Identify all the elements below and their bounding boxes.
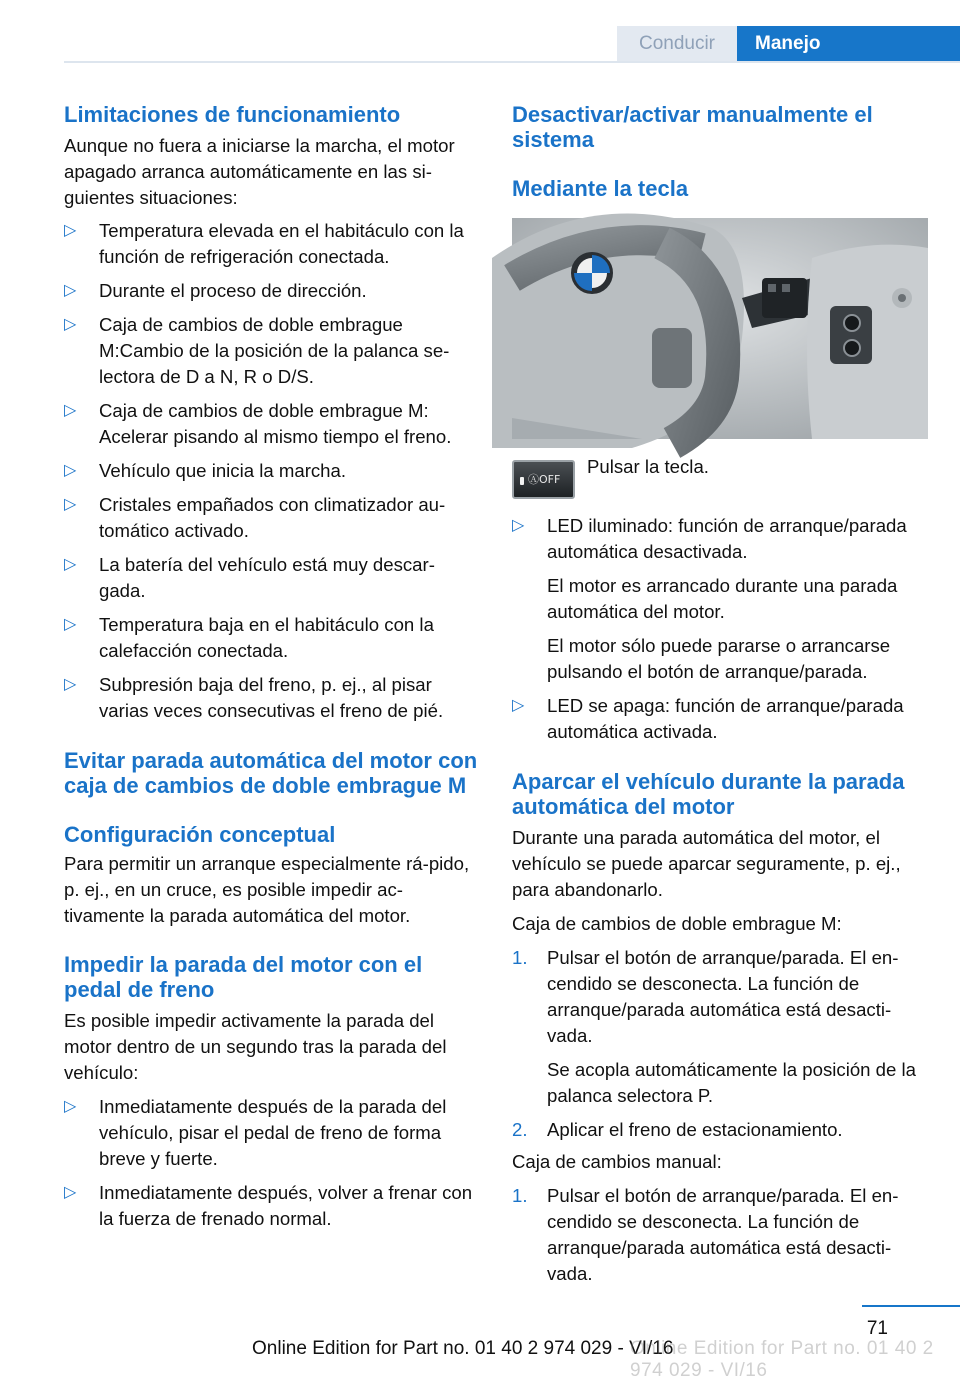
limitaciones-intro: Aunque no fuera a iniciarse la marcha, el motor apagado arranca automáticamente en las si‐guientes situaciones: xyxy=(64,135,455,208)
list-item: ▷ Temperatura baja en el habitáculo con la calefacción conectada. xyxy=(64,614,434,661)
heading-limitaciones: Limitaciones de funcionamiento xyxy=(64,102,401,127)
auto-a-icon: Ⓐ xyxy=(528,473,539,486)
impedir-list xyxy=(64,1094,479,1232)
aparcar-text: Durante una parada automática del motor, el vehículo se puede aparcar seguramente, p. ej., para abandonarlo. xyxy=(512,827,901,900)
steering-wheel-photo xyxy=(512,218,928,439)
limitaciones-list xyxy=(64,218,479,724)
list-item: ▷ Cristales empañados con climatizador au‐tomático activado. xyxy=(64,494,446,541)
triangle-bullet-icon: ▷ xyxy=(64,402,77,419)
heading-desactivar: Desactivar/activar manualmente el sistema xyxy=(512,102,873,152)
triangle-bullet-icon: ▷ xyxy=(512,697,525,714)
triangle-bullet-icon: ▷ xyxy=(64,1098,77,1115)
page-number: 71 xyxy=(866,1318,888,1339)
heading-mediante-tecla: Mediante la tecla xyxy=(512,176,689,201)
list-item: ▷ Durante el proceso de dirección. xyxy=(64,278,479,304)
dct-steps-list xyxy=(512,945,932,1143)
heading-configuracion: Configuración conceptual xyxy=(64,822,336,847)
triangle-bullet-icon: ▷ xyxy=(512,517,525,534)
header-rule xyxy=(64,61,960,63)
auto-start-stop-button-row xyxy=(512,456,932,500)
dct-label: Caja de cambios de doble embrague M: xyxy=(512,913,842,934)
step-number: 1. xyxy=(512,1185,528,1206)
step-number: 1. xyxy=(512,947,528,968)
triangle-bullet-icon: ▷ xyxy=(64,556,77,573)
list-item: ▷ Caja de cambios de doble embrague M:Cambio de la posición de la palanca se‐lectora de D a N, R o D/S. xyxy=(64,314,450,387)
list-item: ▷ Vehículo que inicia la marcha. xyxy=(64,458,479,484)
manual-label: Caja de cambios manual: xyxy=(512,1151,722,1172)
list-item: 1. Pulsar el botón de arranque/parada. El en‐cendido se desconecta. La función de arranque/parada automática está desacti‐vada. xyxy=(512,1185,899,1284)
manual-steps-list xyxy=(512,1183,932,1287)
list-item-note: El motor es arrancado durante una parada automática del motor. xyxy=(547,575,898,622)
list-item: 2. Aplicar el freno de estacionamiento. xyxy=(512,1117,932,1143)
list-item: ▷ LED se apaga: función de arranque/parada automática activada. xyxy=(512,695,904,742)
heading-evitar-parada: Evitar parada automática del motor con caja de cambios de doble embrague M xyxy=(64,748,478,798)
footer-rule xyxy=(862,1305,960,1307)
triangle-bullet-icon: ▷ xyxy=(64,316,77,333)
header-tab-conducir[interactable]: Conducir xyxy=(617,26,737,62)
impedir-parada-text: Es posible impedir activamente la parada del motor dentro de un segundo tras la parada del vehículo: xyxy=(64,1010,447,1083)
step-number: 2. xyxy=(512,1119,528,1140)
triangle-bullet-icon: ▷ xyxy=(64,222,77,239)
triangle-bullet-icon: ▷ xyxy=(64,616,77,633)
list-item-note: El motor sólo puede pararse o arrancarse pulsando el botón de arranque/parada. xyxy=(547,635,891,682)
auto-start-stop-off-button[interactable] xyxy=(512,460,575,499)
list-item: 1. Pulsar el botón de arranque/parada. El en‐cendido se desconecta. La función de arranque/parada automática está desacti‐vada. Se acopla automáticamente la posición de la palanca selectora P. xyxy=(512,945,932,1109)
off-label: OFF xyxy=(539,473,561,486)
list-item: ▷ Caja de cambios de doble embrague M: Acelerar pisando al mismo tiempo el freno. xyxy=(64,400,452,447)
right-column xyxy=(512,102,932,1287)
triangle-bullet-icon: ▷ xyxy=(64,282,77,299)
button-caption: Pulsar la tecla. xyxy=(587,456,709,477)
heading-aparcar: Aparcar el vehículo durante la parada automática del motor xyxy=(512,769,905,819)
triangle-bullet-icon: ▷ xyxy=(64,496,77,513)
list-item-note: Se acopla automáticamente la posición de la palanca selectora P. xyxy=(547,1059,917,1106)
list-item: ▷ Inmediatamente después de la parada del vehículo, pisar el pedal de freno de forma breve y fuerte. xyxy=(64,1096,447,1169)
footer-edition: Online Edition for Part no. 01 40 2 974 029 - VI/16 xyxy=(252,1338,674,1359)
triangle-bullet-icon: ▷ xyxy=(64,462,77,479)
heading-impedir-parada: Impedir la parada del motor con el pedal de freno xyxy=(64,952,423,1002)
left-column xyxy=(64,102,479,1232)
configuracion-text: Para permitir un arranque especialmente rá‐pido, p. ej., en un cruce, es posible impedir ac‐tivamente la parada automática del motor. xyxy=(64,853,470,926)
header-tab-manejo[interactable]: Manejo xyxy=(737,26,960,62)
list-item: ▷ Subpresión baja del freno, p. ej., al pisar varias veces consecutivas el freno de pié. xyxy=(64,674,444,721)
triangle-bullet-icon: ▷ xyxy=(64,676,77,693)
list-item: ▷ La batería del vehículo está muy descar‐gada. xyxy=(64,554,435,601)
list-item: ▷ Inmediatamente después, volver a frenar con la fuerza de frenado normal. xyxy=(64,1182,473,1229)
list-item: ▷ Temperatura elevada en el habitáculo con la función de refrigeración conectada. xyxy=(64,220,464,267)
led-indicator-icon xyxy=(520,477,524,485)
watermark: Online Edition for Part no. 01 40 2 974 029 - VI/16 xyxy=(630,1338,934,1381)
list-item: ▷ LED iluminado: función de arranque/parada automática desactivada. El motor es arrancado durante una parada automática del motor. El motor sólo puede pararse o arrancarse pulsando el botón de arranque/parada. xyxy=(512,513,932,685)
led-status-list xyxy=(512,513,932,745)
triangle-bullet-icon: ▷ xyxy=(64,1184,77,1201)
